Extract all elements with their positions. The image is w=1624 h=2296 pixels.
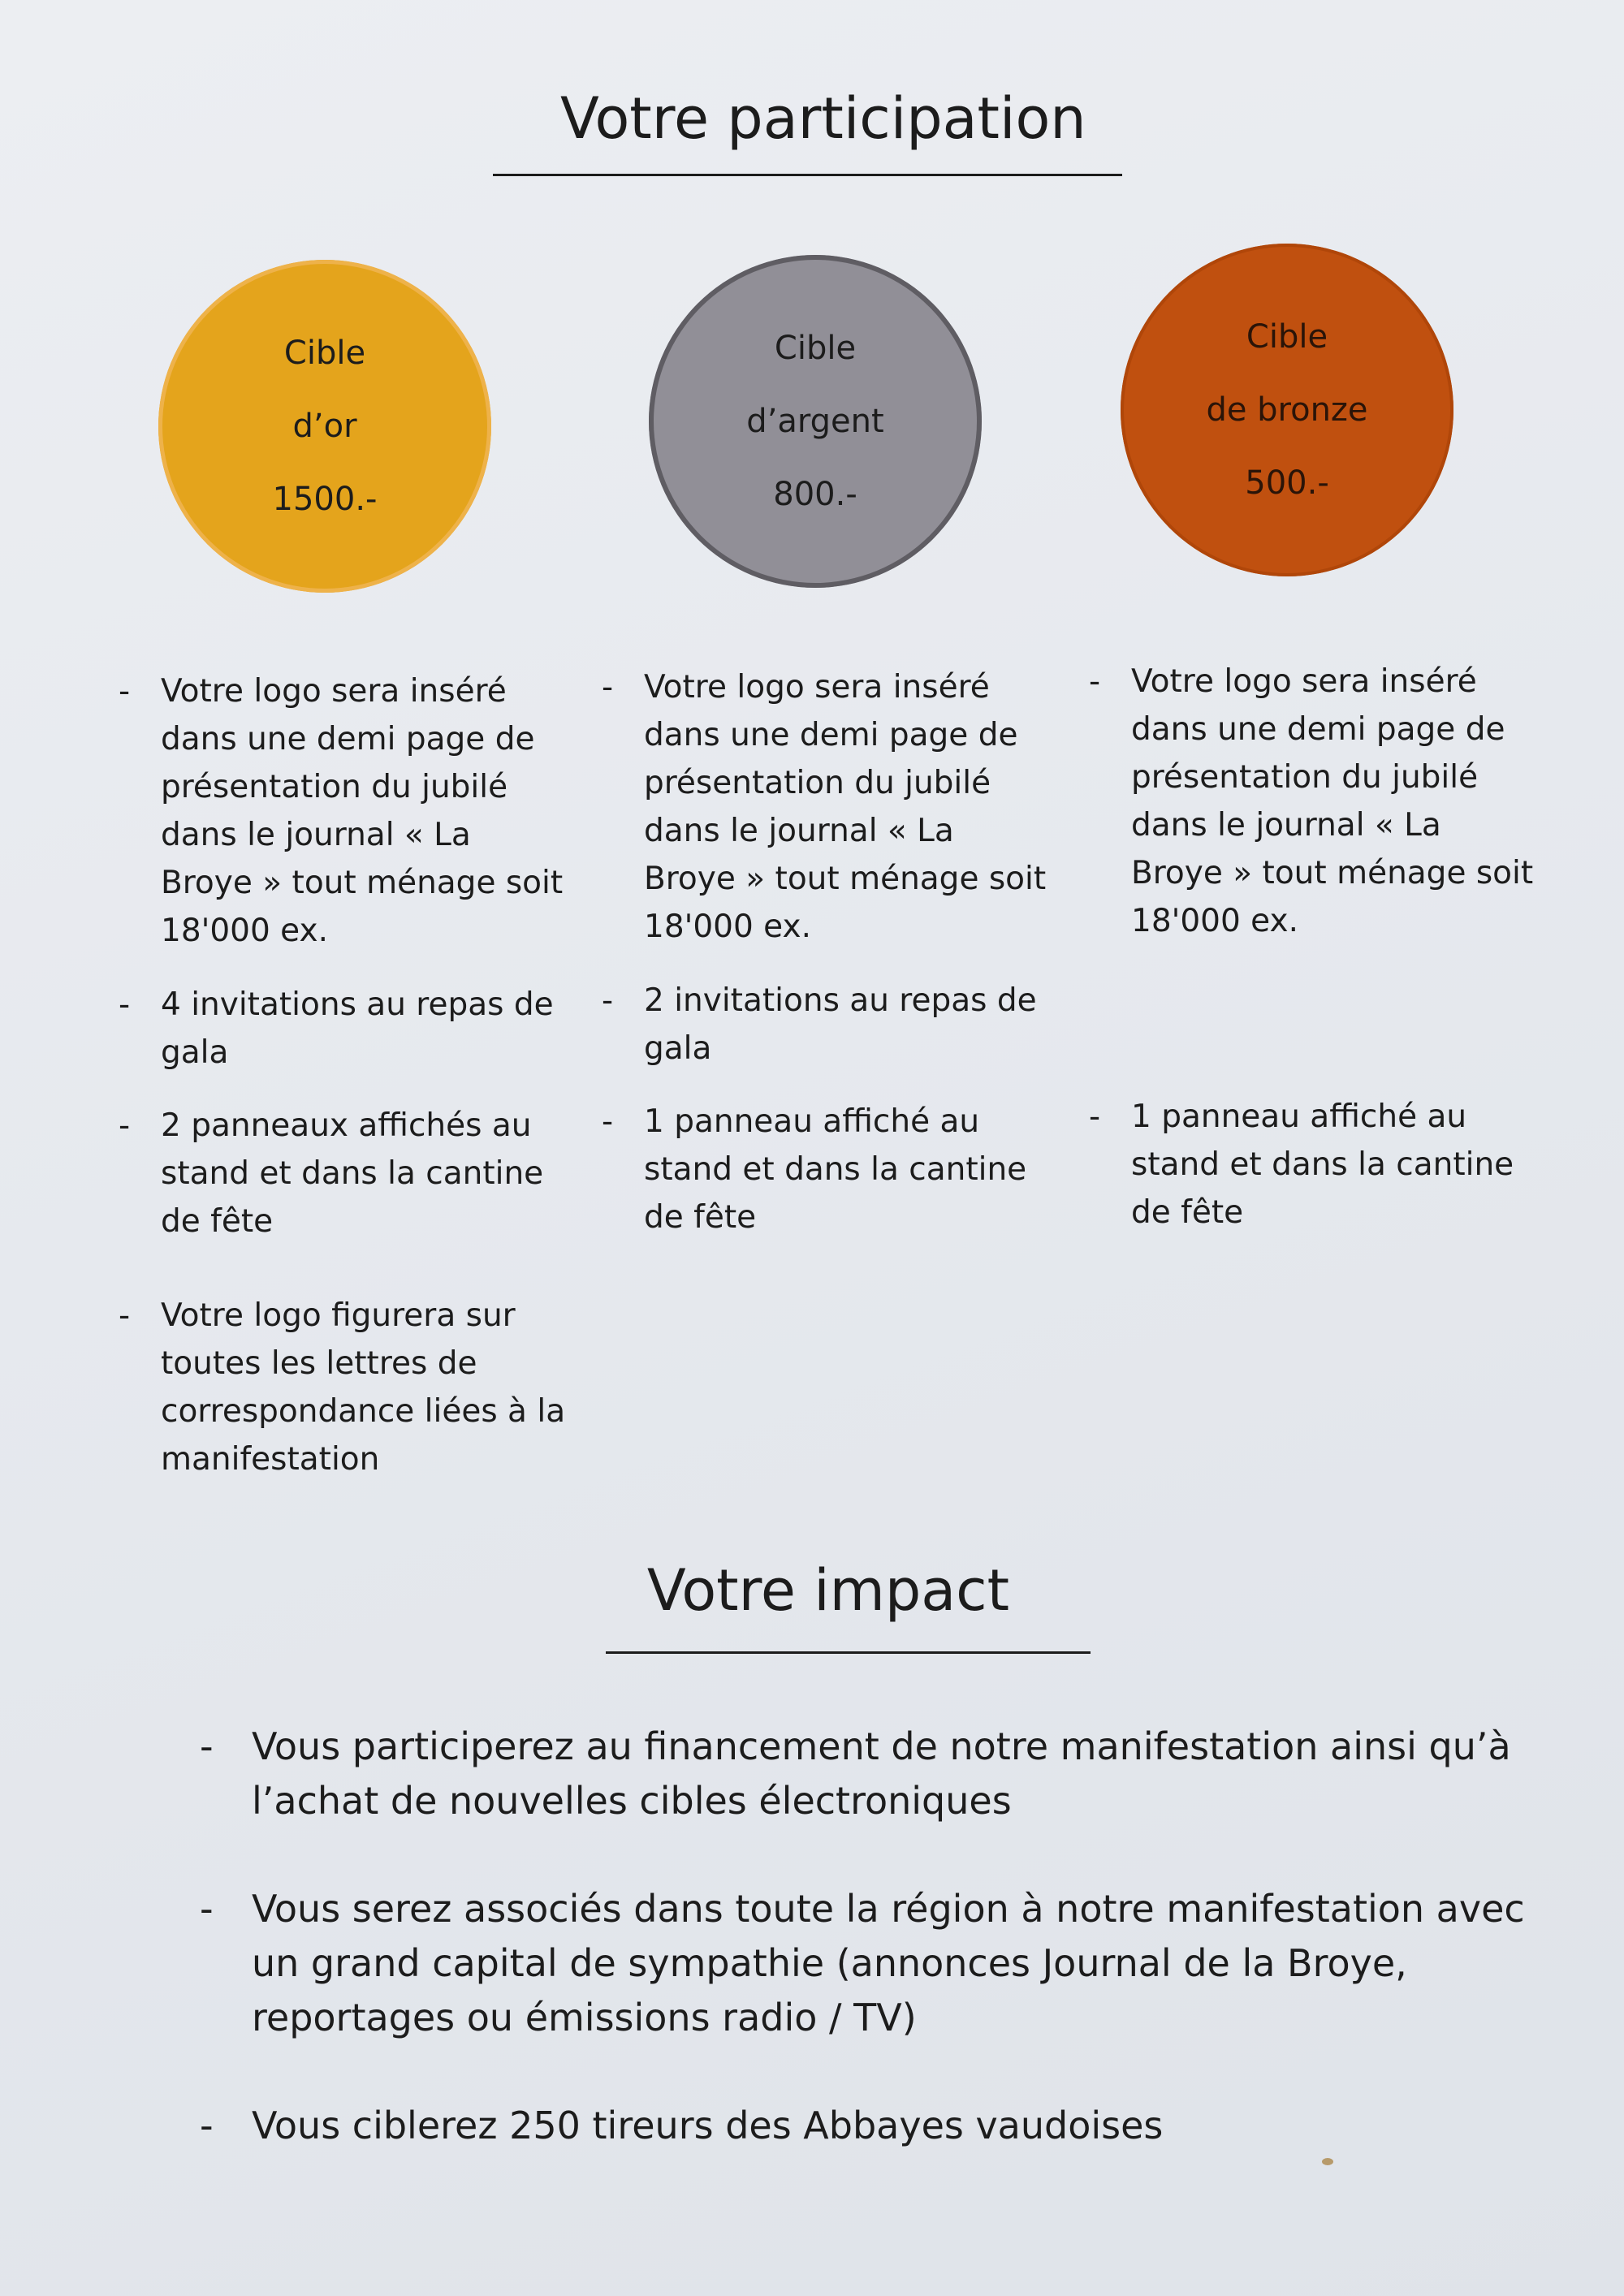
gold-target-badge [158, 260, 491, 593]
gold-benefit-text: 2 panneaux affichés au stand et dans la cantine de fête [161, 1107, 544, 1240]
silver-target-label-line2: d’argent [746, 403, 884, 440]
silver-benefit-text: 2 invitations au repas de gala [644, 982, 1037, 1067]
silver-target-label-line1: Cible [774, 330, 857, 367]
bullet-dash: - [602, 982, 614, 1019]
gold-benefit-item [114, 1292, 568, 1483]
bullet-dash: - [119, 1107, 131, 1144]
participation-heading: Votre participation [560, 85, 1086, 152]
silver-benefit-text: 1 panneau affiché au stand et dans la cantine de fête [644, 1103, 1027, 1236]
impact-item [195, 2099, 1575, 2153]
gold-benefit-item [114, 1102, 568, 1245]
gold-benefit-item [114, 667, 568, 955]
impact-item-text: Vous serez associés dans toute la région à notre manifestation avec un grand capital de sympathie (annonces Journal de la Broye, reportages ou émissions radio / TV) [252, 1887, 1525, 2039]
bronze-target-label-line1: Cible [1246, 318, 1328, 356]
bronze-target-badge [1121, 244, 1453, 576]
impact-item [195, 1720, 1575, 1828]
bullet-dash: - [602, 669, 614, 706]
bullet-dash: - [1089, 663, 1101, 700]
bullet-dash: - [200, 1887, 214, 1931]
gold-target-label-line1: Cible [283, 334, 366, 372]
impact-underline [606, 1651, 1091, 1654]
impact-item-text: Vous participerez au financement de notre manifestation ainsi qu’à l’achat de nouvelles cibles électroniques [252, 1724, 1511, 1823]
gold-benefit-text: Votre logo figurera sur toutes les lettres de correspondance liées à la manifestation [161, 1297, 566, 1478]
bullet-dash: - [1089, 1098, 1101, 1135]
bronze-target-price: 500.- [1245, 464, 1329, 502]
bullet-dash: - [200, 2104, 214, 2147]
paper-speck [1322, 2158, 1333, 2165]
gold-target-price: 1500.- [272, 481, 378, 518]
bullet-dash: - [602, 1103, 614, 1140]
impact-item-text: Vous ciblerez 250 tireurs des Abbayes vaudoises [252, 2104, 1164, 2147]
bullet-dash: - [119, 986, 131, 1023]
silver-benefit-text: Votre logo sera inséré dans une demi page de présentation du jubilé dans le journal « La Broye » tout ménage soit 18'000 ex. [644, 669, 1047, 945]
bronze-benefit-item [1084, 1093, 1539, 1236]
silver-target-price: 800.- [773, 476, 857, 513]
gold-target-label-line2: d’or [292, 408, 357, 445]
silver-benefit-item [597, 663, 1052, 951]
bronze-benefit-text: 1 panneau affiché au stand et dans la cantine de fête [1131, 1098, 1514, 1231]
bronze-benefit-item [1084, 658, 1539, 945]
gold-benefit-item [114, 981, 568, 1077]
impact-item [195, 1882, 1575, 2045]
gold-benefit-text: 4 invitations au repas de gala [161, 986, 554, 1071]
bronze-target-label-line2: de bronze [1206, 391, 1368, 429]
bullet-dash: - [119, 1297, 131, 1334]
bullet-dash: - [119, 673, 131, 710]
silver-benefit-item [597, 977, 1052, 1072]
silver-benefit-item [597, 1098, 1052, 1241]
silver-target-badge [649, 255, 982, 588]
participation-underline [493, 174, 1122, 176]
impact-heading: Votre impact [646, 1557, 1010, 1624]
bronze-benefit-text: Votre logo sera inséré dans une demi page de présentation du jubilé dans le journal « La Broye » tout ménage soit 18'000 ex. [1131, 663, 1534, 939]
gold-benefit-text: Votre logo sera inséré dans une demi page de présentation du jubilé dans le journal « La Broye » tout ménage soit 18'000 ex. [161, 673, 564, 949]
bullet-dash: - [200, 1724, 214, 1768]
